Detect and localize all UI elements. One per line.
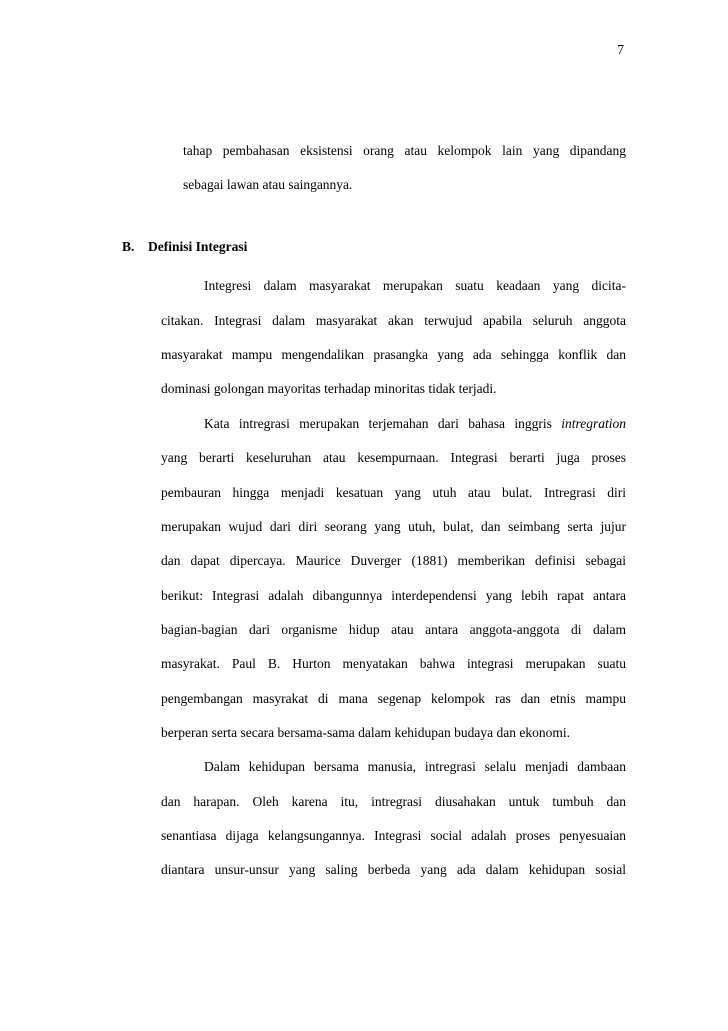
section-heading [122,239,247,255]
paragraph-line: diantara unsur-unsur yang saling berbeda yang ada dalam kehidupan sosial [161,862,626,877]
paragraph-text: Kata intregrasi merupakan terjemahan dari bahasa inggris [204,416,552,431]
paragraph-line: yang berarti keseluruhan atau kesempurnaan. Integrasi berarti juga proses [161,450,626,465]
paragraph-line: dominasi golongan mayoritas terhadap minoritas tidak terjadi. [161,381,497,396]
paragraph-line: pengembangan masyrakat di mana segenap kelompok ras dan etnis mampu [161,691,626,706]
section-letter: B. [122,239,135,254]
paragraph-line: masyrakat. Paul B. Hurton menyatakan bahwa integrasi merupakan suatu [161,656,626,671]
paragraph-line [204,416,626,432]
paragraph-line: pembauran hingga menjadi kesatuan yang utuh atau bulat. Intregrasi diri [161,485,626,500]
paragraph-line: Dalam kehidupan bersama manusia, intregrasi selalu menjadi dambaan [204,759,626,774]
page-number: 7 [617,42,624,57]
intro-line: sebagai lawan atau saingannya. [183,177,353,192]
paragraph-line: merupakan wujud dari diri seorang yang utuh, bulat, dan seimbang serta jujur [161,519,626,534]
paragraph-line: dan harapan. Oleh karena itu, intregrasi diusahakan untuk tumbuh dan [161,794,626,809]
intro-line: tahap pembahasan eksistensi orang atau kelompok lain yang dipandang [183,143,626,158]
paragraph-line: Integresi dalam masyarakat merupakan suatu keadaan yang dicita- [204,278,626,293]
italic-term: intregration [561,416,626,431]
paragraph-line: berperan serta secara bersama-sama dalam kehidupan budaya dan ekonomi. [161,725,570,740]
section-title: Definisi Integrasi [148,239,248,254]
paragraph-line: dan dapat dipercaya. Maurice Duverger (1881) memberikan definisi sebagai [161,553,626,568]
paragraph-line: masyarakat mampu mengendalikan prasangka yang ada sehingga konflik dan [161,347,626,362]
paragraph-line: senantiasa dijaga kelangsungannya. Integrasi social adalah proses penyesuaian [161,828,626,843]
paragraph-line: bagian-bagian dari organisme hidup atau antara anggota-anggota di dalam [161,622,626,637]
paragraph-line: berikut: Integrasi adalah dibangunnya interdependensi yang lebih rapat antara [161,588,626,603]
paragraph-line: citakan. Integrasi dalam masyarakat akan terwujud apabila seluruh anggota [161,313,626,328]
